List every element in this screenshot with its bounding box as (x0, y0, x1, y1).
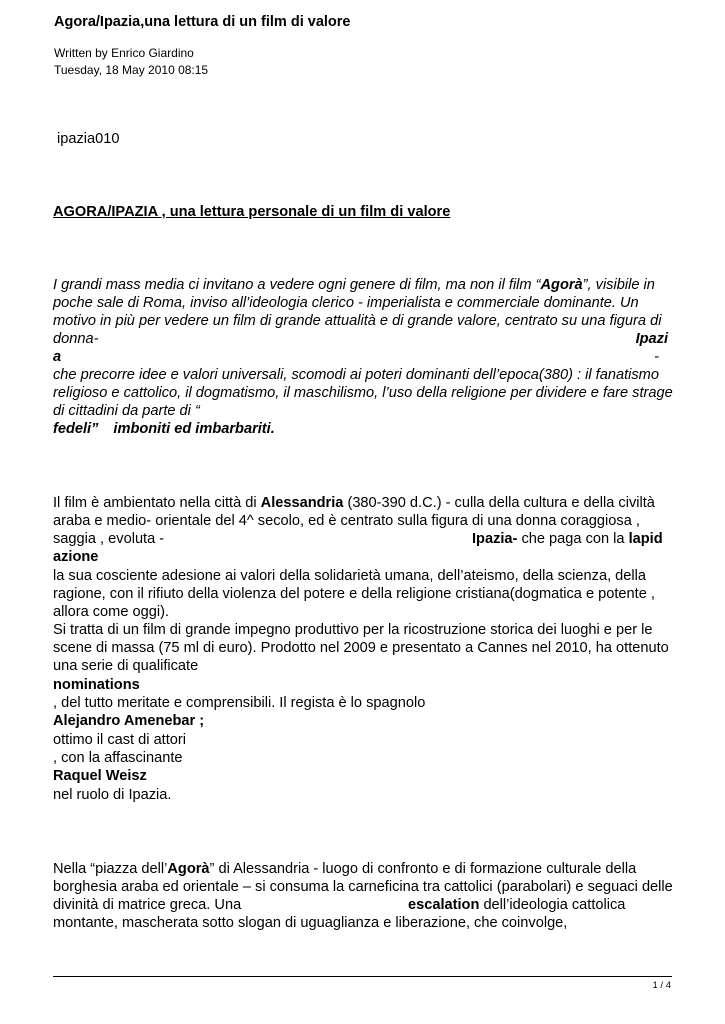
image-caption: ipazia010 (57, 131, 120, 147)
p2-line-8: Si tratta di un film di grande impegno produttivo per la ricostruzione storica dei luoghi e per le (53, 622, 653, 638)
p3-line-1: Nella “piazza dell’Agorà” di Alessandria - luogo di confronto e di formazione culturale della (53, 861, 637, 877)
p2-line-16: Raquel Weisz (53, 768, 147, 784)
intro-name-fragment: Ipazi (635, 331, 668, 347)
p2-line-3: saggia , evoluta - (53, 531, 165, 547)
p2-line-9: scene di massa (75 ml di euro). Prodotto nel 2009 e presentato a Cannes nel 2010, ha ottenuto (53, 640, 669, 656)
p2-line-15: , con la affascinante (53, 750, 183, 766)
intro-dash: - (654, 349, 659, 365)
article-heading: AGORA/IPAZIA , una lettura personale di un film di valore (53, 204, 451, 220)
intro-line-4: donna- (53, 331, 99, 347)
p2-line-5: la sua cosciente adesione ai valori della solidarietà umana, dell’ateismo, della scienza, della (53, 568, 647, 584)
p2-line-10: una serie di qualificate (53, 658, 199, 674)
intro-line-3: motivo in più per vedere un film di grande attualità e di grande valore, centrato su una figura di (53, 313, 662, 329)
p2-line-12: , del tutto meritate e comprensibili. Il regista è lo spagnolo (53, 695, 426, 711)
p3-line-3: divinità di matrice greca. Una (53, 897, 242, 913)
intro-line-5: a (53, 349, 62, 365)
author-line: Written by Enrico Giardino (54, 46, 194, 60)
p2-line-17: nel ruolo di Ipazia. (53, 787, 172, 803)
footer-divider (53, 976, 672, 977)
date-line: Tuesday, 18 May 2010 08:15 (54, 63, 209, 77)
p2-line-4: azione (53, 549, 99, 565)
intro-line-8: di cittadini da parte di “ (53, 403, 200, 419)
p2-line-1: Il film è ambientato nella città di Alessandria (380-390 d.C.) - culla della cultura e della civiltà (53, 495, 655, 511)
p3-line-3-right: escalation dell’ideologia cattolica (408, 897, 626, 913)
intro-line-9: fedeli”  imboniti ed imbarbariti. (53, 421, 275, 437)
p2-line-14: ottimo il cast di attori (53, 732, 187, 748)
p3-line-2: borghesia araba ed orientale – si consuma la carneficina tra cattolici (parabolari) e seguaci delle (53, 879, 673, 895)
p2-line-11: nominations (53, 677, 140, 693)
p2-line-7: allora come oggi). (53, 604, 169, 620)
page-number: 1 / 4 (652, 980, 671, 991)
p2-line-3-right: Ipazia- che paga con la lapid (472, 531, 663, 547)
intro-line-6: che precorre idee e valori universali, scomodi ai poteri dominanti dell’epoca(380) : il fanatismo (53, 367, 659, 383)
p2-line-13: Alejandro Amenebar ; (53, 713, 205, 729)
intro-line-1: I grandi mass media ci invitano a vedere ogni genere di film, ma non il film “Agorà”, visibile in (53, 277, 655, 293)
intro-line-2: poche sale di Roma, inviso all’ideologia clerico - imperialista e commerciale dominante. Un (53, 295, 639, 311)
p2-line-6: ragione, con il rifiuto della violenza del potere e della religione cristiana(dogmatica e potente , (53, 586, 655, 602)
document-title: Agora/Ipazia,una lettura di un film di valore (54, 14, 351, 30)
intro-line-7: religioso e cattolico, il dogmatismo, il maschilismo, l’uso della religione per dividere e fare strage (53, 385, 673, 401)
p3-line-4: montante, mascherata sotto slogan di uguaglianza e liberazione, che coinvolge, (53, 915, 568, 931)
p2-line-2: araba e medio- orientale del 4^ secolo, ed è centrato sulla figura di una donna coraggiosa , (53, 513, 640, 529)
